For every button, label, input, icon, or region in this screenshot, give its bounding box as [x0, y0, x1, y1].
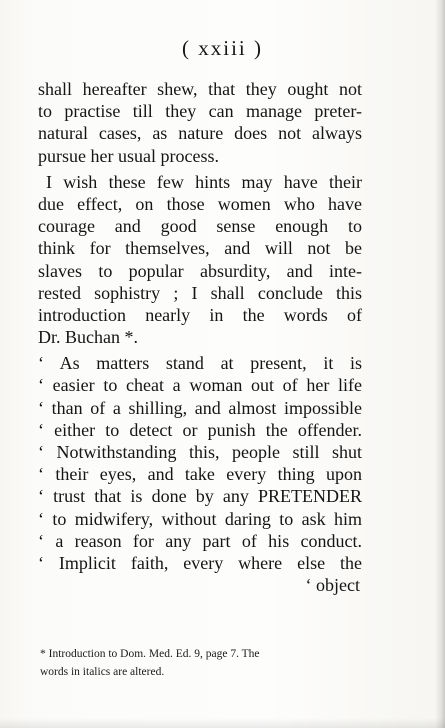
text-line: to practise till they can manage preter-	[38, 101, 362, 122]
text-line: due effect, on those women who have	[38, 193, 362, 214]
text-line: pursue her usual process.	[38, 145, 219, 166]
text-line: Dr. Buchan *.	[38, 327, 138, 348]
quote-line: ‘ either to detect or punish the offender.	[38, 419, 362, 440]
text-line: natural cases, as nature does not always	[38, 123, 362, 144]
quote-line: ‘ to midwifery, without daring to ask him	[38, 508, 362, 529]
footnote	[40, 645, 362, 681]
catchword: ‘ object	[305, 575, 360, 596]
quote-line: ‘ trust that is done by any PRETENDER	[38, 486, 362, 507]
text-line: courage and good sense enough to	[38, 216, 362, 237]
quote-line: ‘ Notwithstanding this, people still shut	[38, 442, 362, 462]
page-bottom-shadow	[0, 718, 445, 728]
quote-line: ‘ easier to cheat a woman out of her life	[38, 375, 362, 396]
text-line: introduction nearly in the words of	[38, 304, 362, 325]
quote-line: ‘ Implicit faith, every where else the	[38, 552, 362, 573]
quote-line: ‘ a reason for any part of his conduct.	[38, 530, 362, 551]
page-number-header: ( xxiii )	[182, 36, 263, 60]
body-text	[38, 78, 362, 596]
quote-line: ‘ than of a shilling, and almost impossible	[38, 397, 362, 418]
text-line: shall hereafter shew, that they ought not	[38, 79, 362, 99]
footnote-line: words in italics are altered.	[40, 666, 165, 678]
text-line: rested sophistry ; I shall conclude this	[38, 282, 362, 303]
text-line: slaves to popular absurdity, and inte-	[38, 260, 362, 281]
page-edge-shadow	[435, 0, 445, 728]
quote-line: ‘ As matters stand at present, it is	[38, 353, 362, 374]
text-line: I wish these few hints may have their	[46, 171, 362, 192]
text-line: think for themselves, and will not be	[38, 238, 362, 259]
quote-line: ‘ their eyes, and take every thing upon	[38, 464, 362, 485]
footnote-line: * Introduction to Dom. Med. Ed. 9, page 7. The	[40, 648, 260, 660]
